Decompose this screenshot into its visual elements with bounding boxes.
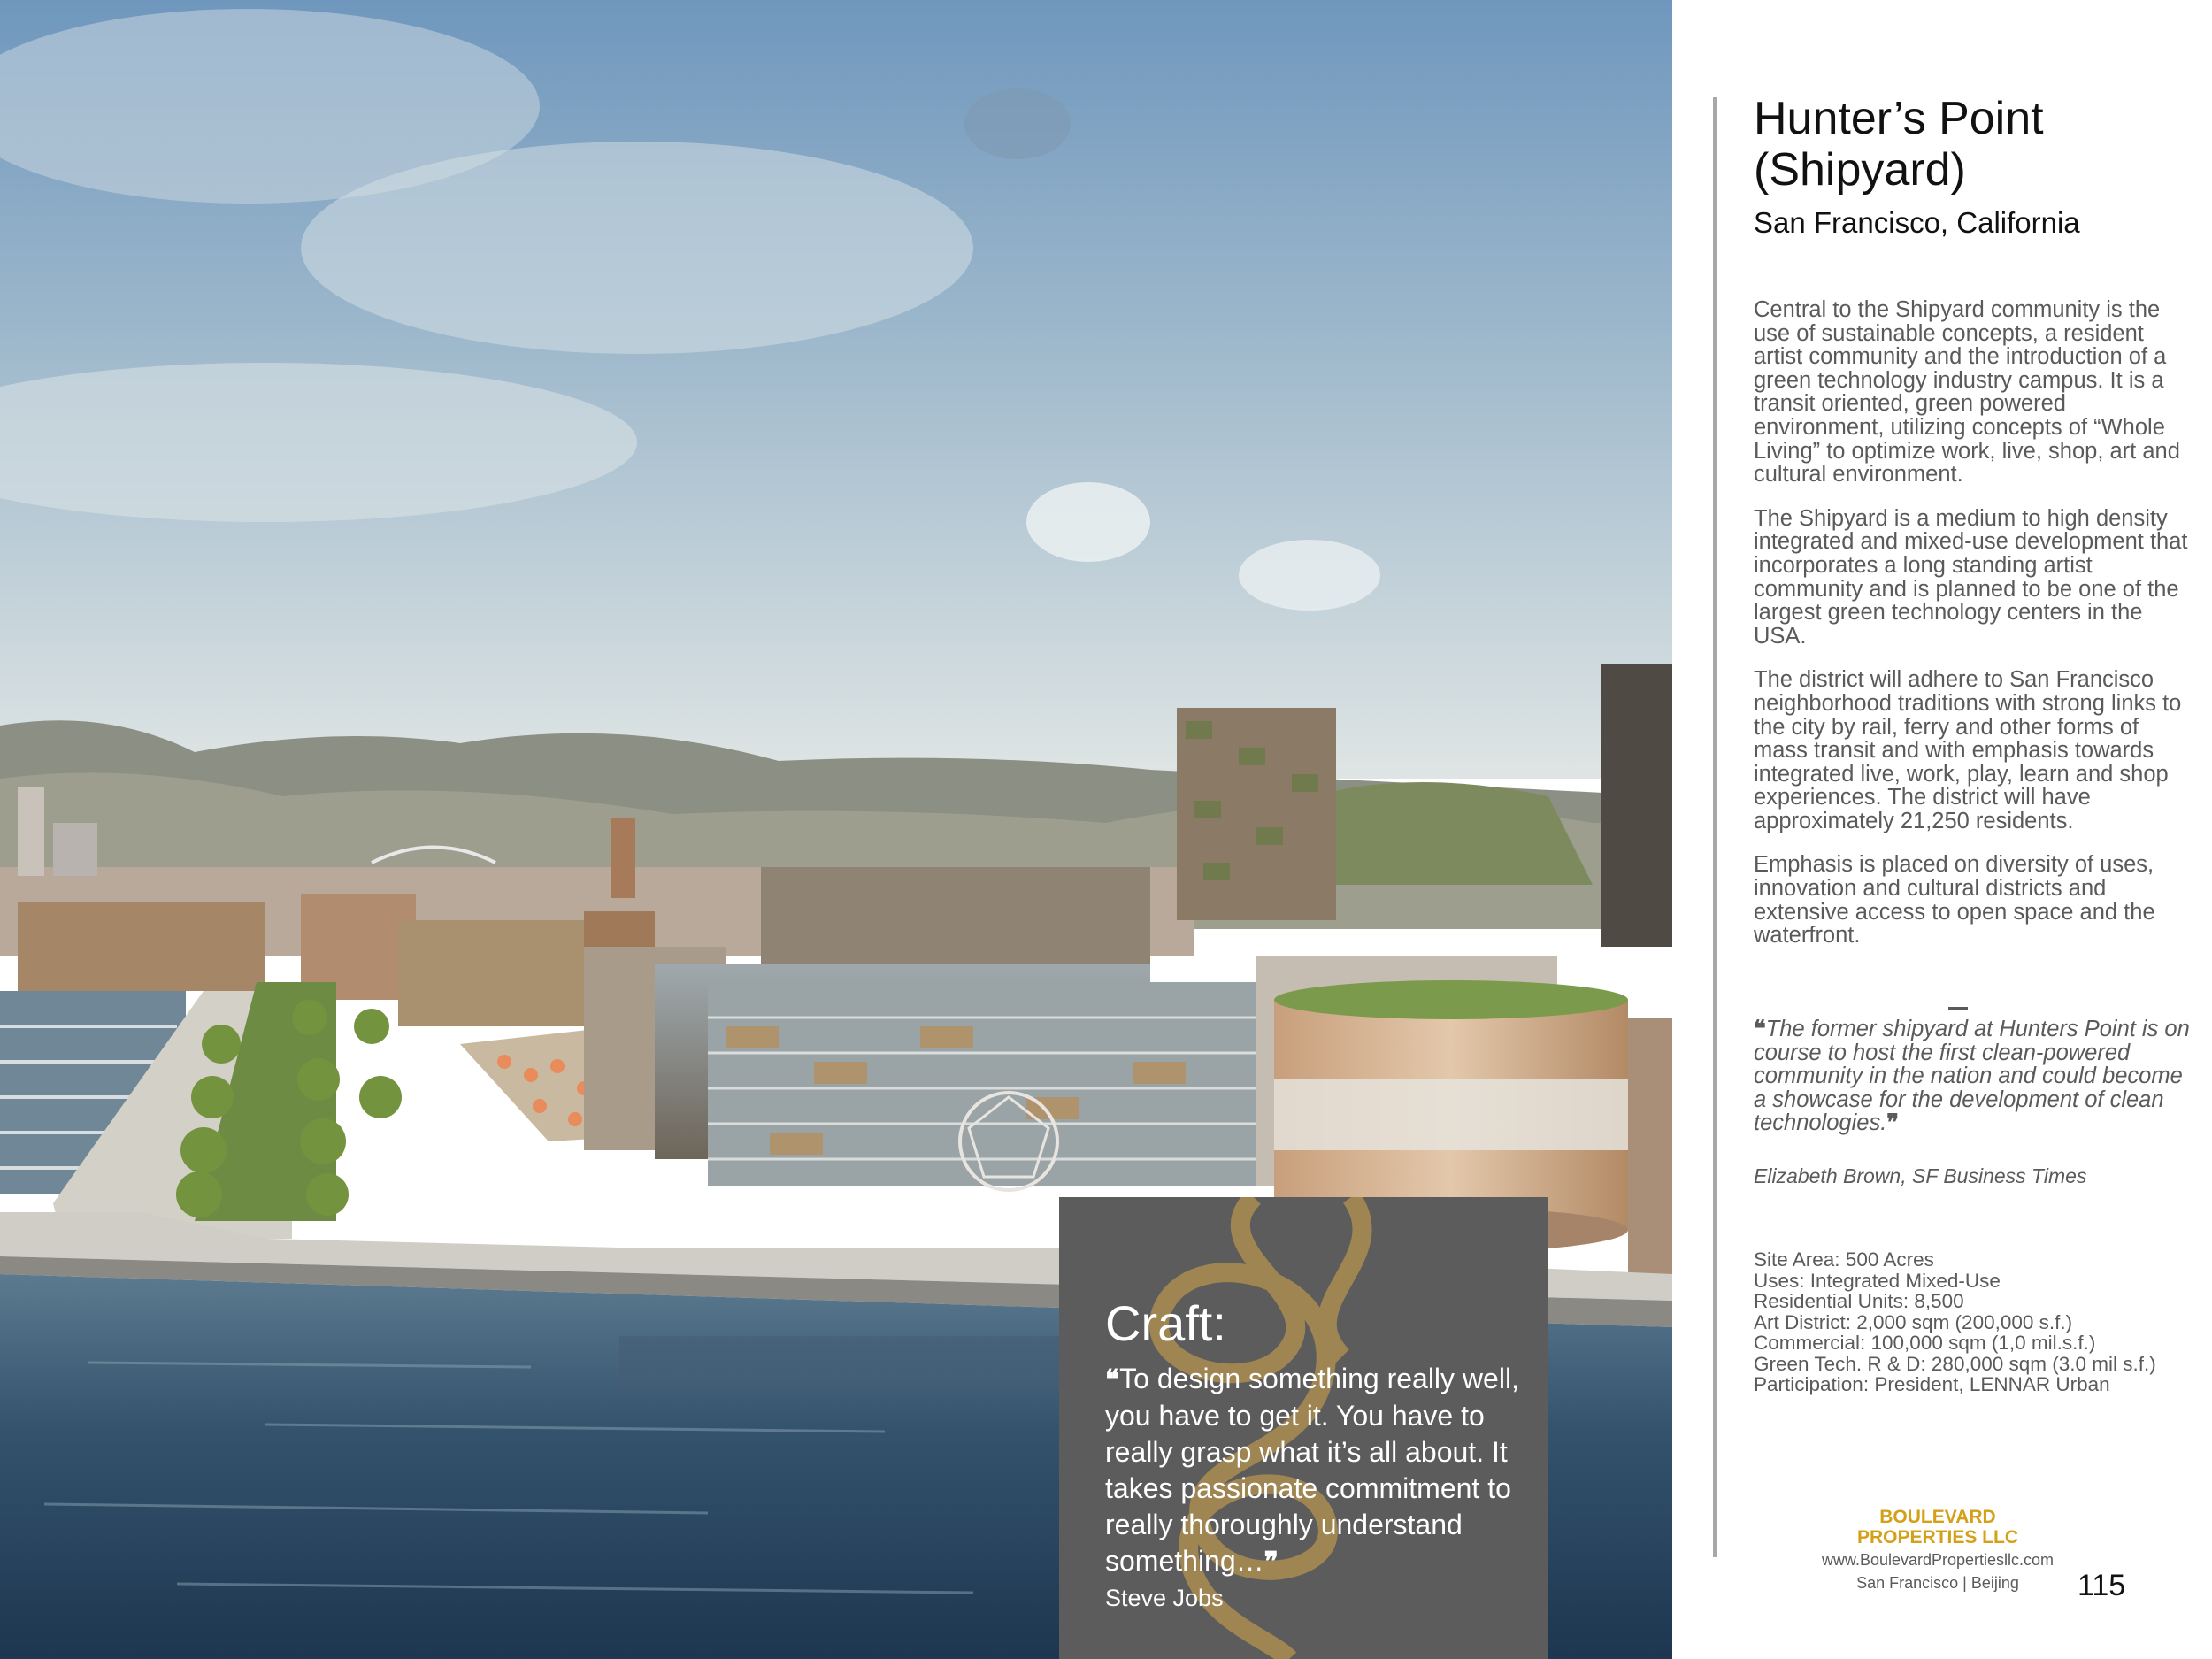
description-paragraph: The Shipyard is a medium to high density integrated and mixed-use development that incorporates a long standing artist community and is planned to be one of the largest green technology centers in the USA.	[1754, 505, 2188, 649]
cloud	[964, 88, 1071, 159]
press-quote-author: Elizabeth Brown, SF Business Times	[1754, 1164, 2087, 1187]
open-quote-mark: ❝	[1754, 1017, 1766, 1041]
company-name-line1: BOULEVARD	[1879, 1507, 1996, 1527]
quote-divider	[1948, 1007, 1968, 1010]
close-quote-mark: ❞	[1886, 1110, 1900, 1136]
office-block	[761, 867, 1150, 964]
company-name	[1805, 1507, 2070, 1548]
page-number: 115	[2078, 1569, 2126, 1602]
fact-art-district: Art District: 2,000 sqm (200,000 s.f.)	[1754, 1310, 2073, 1333]
press-quote	[1754, 1018, 2196, 1135]
craft-quote-text: To design something really well, you have to get it. You have to really grasp what it’s all about. It takes passionate commitment to really thoroughly understand something…	[1105, 1363, 1519, 1577]
fact-commercial: Commercial: 100,000 sqm (1,0 mil.s.f.)	[1754, 1332, 2096, 1354]
craft-title: Craft:	[1105, 1295, 1226, 1351]
description-paragraph: Emphasis is placed on diversity of uses, innovation and cultural districts and extensive access to open space and the waterfront.	[1754, 852, 2155, 949]
craft-author: Steve Jobs	[1105, 1585, 1224, 1611]
description-paragraph: Central to the Shipyard community is the use of sustainable concepts, a resident artist community and the introduction of a green technology industry campus. It is a transit oriented, green powered environment, utilizing concepts of “Whole Living” to optimize work, live, shop, art and cultural environment.	[1754, 297, 2180, 488]
close-quote-mark: ❞	[1263, 1548, 1279, 1577]
vertical-divider	[1713, 97, 1717, 1557]
fact-site-area: Site Area: 500 Acres	[1754, 1248, 1934, 1271]
company-website-link[interactable]: www.BoulevardPropertiesllc.com	[1821, 1551, 2055, 1569]
fact-green-tech: Green Tech. R & D: 280,000 sqm (3.0 mil s.f.)	[1754, 1352, 2156, 1375]
craft-quote-panel	[1059, 1197, 1548, 1659]
cloud	[301, 142, 973, 354]
company-branding	[1805, 1507, 2070, 1592]
cloud	[1026, 482, 1150, 562]
project-facts	[1754, 1249, 2170, 1395]
fact-participation: Participation: President, LENNAR Urban	[1754, 1373, 2110, 1395]
company-cities: San Francisco | Beijing	[1856, 1574, 2019, 1592]
fact-uses: Uses: Integrated Mixed-Use	[1754, 1269, 2001, 1292]
description-paragraph: The district will adhere to San Francisco neighborhood traditions with strong links to the city by rail, ferry and other forms of mass transit and with emphasis towards integrated live, work, play, learn and shop experiences. The district will have approximately 21,250 residents.	[1754, 667, 2182, 833]
project-description	[1754, 298, 2196, 968]
press-quote-text: The former shipyard at Hunters Point is on course to host the first clean-powered community in the nation and could become a showcase for the development of clean technologies.	[1754, 1017, 2190, 1136]
fact-residential-units: Residential Units: 8,500	[1754, 1290, 1964, 1312]
page-title: Hunter’s Point (Shipyard)	[1754, 93, 2044, 196]
project-location: San Francisco, California	[1754, 206, 2080, 239]
company-name-line2: PROPERTIES LLC	[1856, 1527, 2019, 1548]
craft-quote	[1105, 1361, 1539, 1580]
open-quote-mark: ❝	[1105, 1365, 1120, 1394]
cloud	[1239, 540, 1380, 611]
